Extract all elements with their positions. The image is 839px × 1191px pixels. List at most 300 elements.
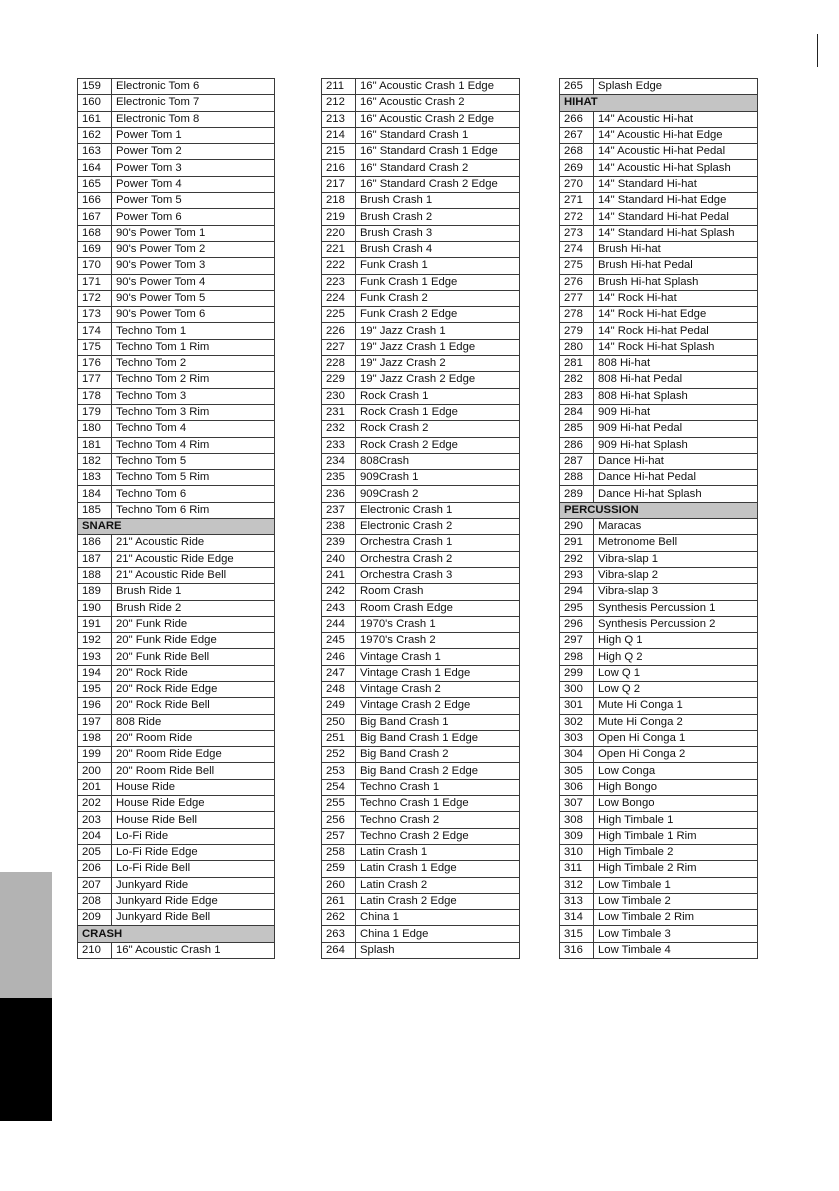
voice-number: 209 bbox=[78, 910, 112, 926]
table-row bbox=[560, 779, 758, 795]
table-row bbox=[78, 747, 275, 763]
voice-name: Techno Tom 5 Rim bbox=[112, 470, 275, 486]
voice-name: 20" Funk Ride Bell bbox=[112, 649, 275, 665]
table-row bbox=[560, 241, 758, 257]
table-row bbox=[322, 567, 520, 583]
voice-number: 181 bbox=[78, 437, 112, 453]
table-row bbox=[322, 111, 520, 127]
voice-number: 253 bbox=[322, 763, 356, 779]
voice-name: Big Band Crash 2 bbox=[356, 747, 520, 763]
voice-name: Synthesis Percussion 2 bbox=[594, 616, 758, 632]
table-row bbox=[322, 193, 520, 209]
voice-number: 287 bbox=[560, 453, 594, 469]
voice-number: 246 bbox=[322, 649, 356, 665]
voice-number: 206 bbox=[78, 861, 112, 877]
table-row bbox=[322, 861, 520, 877]
table-row bbox=[322, 339, 520, 355]
table-row bbox=[322, 323, 520, 339]
voice-number: 251 bbox=[322, 730, 356, 746]
voice-number: 237 bbox=[322, 502, 356, 518]
voice-name: 14" Standard Hi-hat Edge bbox=[594, 193, 758, 209]
voice-name: Techno Crash 1 bbox=[356, 779, 520, 795]
voice-name: Dance Hi-hat Splash bbox=[594, 486, 758, 502]
voice-name: 14" Acoustic Hi-hat Splash bbox=[594, 160, 758, 176]
voice-number: 190 bbox=[78, 600, 112, 616]
voice-name: Rock Crash 2 Edge bbox=[356, 437, 520, 453]
voice-number: 311 bbox=[560, 861, 594, 877]
voice-name: Electronic Tom 6 bbox=[112, 79, 275, 95]
table-row bbox=[322, 844, 520, 860]
voice-number: 292 bbox=[560, 551, 594, 567]
voice-number: 254 bbox=[322, 779, 356, 795]
voice-name: Techno Tom 4 bbox=[112, 421, 275, 437]
voice-name: Techno Tom 3 Rim bbox=[112, 404, 275, 420]
voice-name: Latin Crash 2 bbox=[356, 877, 520, 893]
voice-number: 276 bbox=[560, 274, 594, 290]
voice-number: 281 bbox=[560, 356, 594, 372]
voice-number: 309 bbox=[560, 828, 594, 844]
table-row bbox=[78, 844, 275, 860]
voice-name: Latin Crash 1 bbox=[356, 844, 520, 860]
voice-number: 259 bbox=[322, 861, 356, 877]
voice-number: 198 bbox=[78, 730, 112, 746]
voice-name: Low Q 2 bbox=[594, 681, 758, 697]
table-row bbox=[322, 437, 520, 453]
table-row bbox=[78, 160, 275, 176]
voice-number: 315 bbox=[560, 926, 594, 942]
voice-name: Orchestra Crash 3 bbox=[356, 567, 520, 583]
table-row bbox=[322, 942, 520, 958]
voice-number: 272 bbox=[560, 209, 594, 225]
voice-name: Junkyard Ride Bell bbox=[112, 910, 275, 926]
table-row bbox=[78, 730, 275, 746]
table-row bbox=[78, 779, 275, 795]
section-title: PERCUSSION bbox=[560, 502, 758, 518]
table-row bbox=[322, 665, 520, 681]
voice-name: High Q 1 bbox=[594, 633, 758, 649]
voice-number: 218 bbox=[322, 193, 356, 209]
table-row bbox=[560, 372, 758, 388]
voice-name: 19" Jazz Crash 2 Edge bbox=[356, 372, 520, 388]
voice-number: 232 bbox=[322, 421, 356, 437]
voice-name: Lo-Fi Ride Bell bbox=[112, 861, 275, 877]
voice-name: Electronic Crash 2 bbox=[356, 519, 520, 535]
table-row bbox=[560, 714, 758, 730]
table-row bbox=[560, 176, 758, 192]
table-row bbox=[78, 616, 275, 632]
voice-name: Low Q 1 bbox=[594, 665, 758, 681]
section-header bbox=[560, 502, 758, 518]
voice-name: 21" Acoustic Ride Bell bbox=[112, 567, 275, 583]
table-row bbox=[78, 79, 275, 95]
side-tab-gray bbox=[0, 872, 52, 999]
voice-name: Low Bongo bbox=[594, 796, 758, 812]
voice-number: 293 bbox=[560, 567, 594, 583]
table-row bbox=[78, 649, 275, 665]
voice-number: 212 bbox=[322, 95, 356, 111]
voice-name: 808 Hi-hat bbox=[594, 356, 758, 372]
voice-name: 20" Funk Ride Edge bbox=[112, 633, 275, 649]
table-row bbox=[322, 681, 520, 697]
voice-name: 14" Rock Hi-hat bbox=[594, 290, 758, 306]
table-row bbox=[78, 388, 275, 404]
table-row bbox=[560, 421, 758, 437]
voice-number: 236 bbox=[322, 486, 356, 502]
voice-number: 220 bbox=[322, 225, 356, 241]
table-row bbox=[322, 225, 520, 241]
voice-number: 217 bbox=[322, 176, 356, 192]
voice-number: 179 bbox=[78, 404, 112, 420]
table-row bbox=[560, 323, 758, 339]
voice-name: Open Hi Conga 1 bbox=[594, 730, 758, 746]
voice-name: Low Timbale 4 bbox=[594, 942, 758, 958]
voice-number: 255 bbox=[322, 796, 356, 812]
voice-name: Vintage Crash 2 bbox=[356, 681, 520, 697]
voice-name: Synthesis Percussion 1 bbox=[594, 600, 758, 616]
voice-number: 316 bbox=[560, 942, 594, 958]
table-row bbox=[560, 193, 758, 209]
voice-number: 263 bbox=[322, 926, 356, 942]
table-row bbox=[78, 502, 275, 518]
table-row bbox=[322, 796, 520, 812]
voice-number: 240 bbox=[322, 551, 356, 567]
voice-number: 233 bbox=[322, 437, 356, 453]
table-row bbox=[322, 600, 520, 616]
section-title: SNARE bbox=[78, 519, 275, 535]
voice-name: Mute Hi Conga 2 bbox=[594, 714, 758, 730]
voice-number: 308 bbox=[560, 812, 594, 828]
table-row bbox=[560, 225, 758, 241]
voice-number: 222 bbox=[322, 258, 356, 274]
voice-name: Power Tom 1 bbox=[112, 127, 275, 143]
table-row bbox=[322, 209, 520, 225]
table-row bbox=[560, 633, 758, 649]
voice-name: House Ride Edge bbox=[112, 796, 275, 812]
table-row bbox=[78, 225, 275, 241]
voice-name: 16" Acoustic Crash 1 Edge bbox=[356, 79, 520, 95]
voice-name: High Timbale 1 Rim bbox=[594, 828, 758, 844]
voice-number: 174 bbox=[78, 323, 112, 339]
table-row bbox=[560, 258, 758, 274]
voice-number: 294 bbox=[560, 584, 594, 600]
voice-number: 177 bbox=[78, 372, 112, 388]
table-row bbox=[322, 812, 520, 828]
table-row bbox=[322, 356, 520, 372]
table-row bbox=[560, 600, 758, 616]
table-row bbox=[78, 893, 275, 909]
voice-name: Techno Tom 1 Rim bbox=[112, 339, 275, 355]
voice-number: 270 bbox=[560, 176, 594, 192]
voice-number: 257 bbox=[322, 828, 356, 844]
voice-name: Brush Hi-hat bbox=[594, 241, 758, 257]
table-row bbox=[322, 127, 520, 143]
section-title: CRASH bbox=[78, 926, 275, 942]
voice-name: Techno Crash 2 Edge bbox=[356, 828, 520, 844]
voice-number: 184 bbox=[78, 486, 112, 502]
table-row bbox=[560, 893, 758, 909]
voice-name: 16" Standard Crash 1 bbox=[356, 127, 520, 143]
voice-name: Vibra-slap 3 bbox=[594, 584, 758, 600]
voice-number: 192 bbox=[78, 633, 112, 649]
table-row bbox=[560, 747, 758, 763]
table-row bbox=[560, 796, 758, 812]
voice-number: 160 bbox=[78, 95, 112, 111]
table-row bbox=[560, 926, 758, 942]
table-row bbox=[560, 828, 758, 844]
table-row bbox=[322, 258, 520, 274]
voice-number: 313 bbox=[560, 893, 594, 909]
voice-name: Rock Crash 1 Edge bbox=[356, 404, 520, 420]
voice-number: 166 bbox=[78, 193, 112, 209]
voice-name: 90's Power Tom 5 bbox=[112, 290, 275, 306]
voice-number: 229 bbox=[322, 372, 356, 388]
voice-number: 312 bbox=[560, 877, 594, 893]
voice-number: 173 bbox=[78, 307, 112, 323]
voice-number: 224 bbox=[322, 290, 356, 306]
voice-number: 239 bbox=[322, 535, 356, 551]
table-row bbox=[560, 584, 758, 600]
table-row bbox=[322, 877, 520, 893]
voice-number: 188 bbox=[78, 567, 112, 583]
voice-number: 241 bbox=[322, 567, 356, 583]
voice-name: Techno Tom 5 bbox=[112, 453, 275, 469]
table-row bbox=[322, 404, 520, 420]
voice-number: 242 bbox=[322, 584, 356, 600]
voice-number: 280 bbox=[560, 339, 594, 355]
voice-name: 20" Rock Ride bbox=[112, 665, 275, 681]
voice-name: Dance Hi-hat bbox=[594, 453, 758, 469]
table-row bbox=[78, 535, 275, 551]
table-row bbox=[78, 421, 275, 437]
voice-name: Latin Crash 1 Edge bbox=[356, 861, 520, 877]
table-row bbox=[560, 470, 758, 486]
voice-name: Electronic Tom 7 bbox=[112, 95, 275, 111]
voice-name: Techno Tom 2 Rim bbox=[112, 372, 275, 388]
voice-name: 16" Acoustic Crash 2 bbox=[356, 95, 520, 111]
voice-name: 16" Acoustic Crash 1 bbox=[112, 942, 275, 958]
voice-number: 163 bbox=[78, 144, 112, 160]
table-row bbox=[78, 258, 275, 274]
table-row bbox=[322, 698, 520, 714]
table-row bbox=[560, 616, 758, 632]
voice-number: 277 bbox=[560, 290, 594, 306]
voice-number: 227 bbox=[322, 339, 356, 355]
table-row bbox=[560, 437, 758, 453]
table-row bbox=[560, 486, 758, 502]
table-row bbox=[560, 942, 758, 958]
voice-name: Big Band Crash 2 Edge bbox=[356, 763, 520, 779]
voice-number: 314 bbox=[560, 910, 594, 926]
voice-number: 302 bbox=[560, 714, 594, 730]
voice-number: 306 bbox=[560, 779, 594, 795]
table-row bbox=[78, 274, 275, 290]
voice-name: 20" Room Ride Bell bbox=[112, 763, 275, 779]
table-row bbox=[78, 910, 275, 926]
table-row bbox=[560, 877, 758, 893]
voice-name: Low Timbale 3 bbox=[594, 926, 758, 942]
voice-name: Room Crash Edge bbox=[356, 600, 520, 616]
voice-name: High Timbale 1 bbox=[594, 812, 758, 828]
voice-number: 214 bbox=[322, 127, 356, 143]
voice-name: 16" Standard Crash 2 bbox=[356, 160, 520, 176]
voice-number: 189 bbox=[78, 584, 112, 600]
voice-number: 228 bbox=[322, 356, 356, 372]
voice-number: 159 bbox=[78, 79, 112, 95]
voice-number: 243 bbox=[322, 600, 356, 616]
table-row bbox=[560, 160, 758, 176]
voice-number: 265 bbox=[560, 79, 594, 95]
voice-number: 187 bbox=[78, 551, 112, 567]
table-row bbox=[78, 861, 275, 877]
voice-number: 303 bbox=[560, 730, 594, 746]
table-row bbox=[78, 698, 275, 714]
section-header bbox=[78, 926, 275, 942]
voice-name: 16" Standard Crash 2 Edge bbox=[356, 176, 520, 192]
voice-number: 284 bbox=[560, 404, 594, 420]
voice-number: 248 bbox=[322, 681, 356, 697]
table-row bbox=[322, 290, 520, 306]
voice-number: 193 bbox=[78, 649, 112, 665]
voice-name: Techno Crash 1 Edge bbox=[356, 796, 520, 812]
table-row bbox=[560, 290, 758, 306]
table-row bbox=[560, 274, 758, 290]
voice-name: House Ride Bell bbox=[112, 812, 275, 828]
voice-name: 90's Power Tom 1 bbox=[112, 225, 275, 241]
voice-name: 14" Standard Hi-hat bbox=[594, 176, 758, 192]
voice-number: 168 bbox=[78, 225, 112, 241]
table-row bbox=[78, 307, 275, 323]
table-row bbox=[560, 339, 758, 355]
table-row bbox=[560, 861, 758, 877]
voice-name: Low Timbale 2 Rim bbox=[594, 910, 758, 926]
voice-name: Low Timbale 1 bbox=[594, 877, 758, 893]
voice-name: 16" Acoustic Crash 2 Edge bbox=[356, 111, 520, 127]
table-row bbox=[78, 372, 275, 388]
voice-name: High Timbale 2 Rim bbox=[594, 861, 758, 877]
voice-name: Splash bbox=[356, 942, 520, 958]
voice-number: 283 bbox=[560, 388, 594, 404]
table-row bbox=[322, 274, 520, 290]
voice-name: Vintage Crash 1 Edge bbox=[356, 665, 520, 681]
table-row bbox=[322, 176, 520, 192]
voice-number: 223 bbox=[322, 274, 356, 290]
voice-name: High Bongo bbox=[594, 779, 758, 795]
voice-number: 305 bbox=[560, 763, 594, 779]
voice-name: Junkyard Ride bbox=[112, 877, 275, 893]
voice-name: Lo-Fi Ride Edge bbox=[112, 844, 275, 860]
voice-name: Power Tom 3 bbox=[112, 160, 275, 176]
table-row bbox=[322, 502, 520, 518]
table-row bbox=[322, 730, 520, 746]
voice-name: 14" Standard Hi-hat Splash bbox=[594, 225, 758, 241]
table-row bbox=[78, 95, 275, 111]
table-row bbox=[560, 730, 758, 746]
table-row bbox=[78, 209, 275, 225]
voice-name: 808 Ride bbox=[112, 714, 275, 730]
voice-number: 231 bbox=[322, 404, 356, 420]
table-row bbox=[78, 339, 275, 355]
voice-number: 288 bbox=[560, 470, 594, 486]
table-row bbox=[560, 844, 758, 860]
table-row bbox=[560, 209, 758, 225]
table-row bbox=[322, 453, 520, 469]
voice-number: 297 bbox=[560, 633, 594, 649]
table-row bbox=[78, 470, 275, 486]
voice-name: 20" Rock Ride Bell bbox=[112, 698, 275, 714]
voice-number: 290 bbox=[560, 519, 594, 535]
voice-name: Power Tom 4 bbox=[112, 176, 275, 192]
voice-name: Dance Hi-hat Pedal bbox=[594, 470, 758, 486]
voice-name: 909Crash 2 bbox=[356, 486, 520, 502]
table-row bbox=[322, 584, 520, 600]
table-row bbox=[78, 241, 275, 257]
voice-name: 90's Power Tom 3 bbox=[112, 258, 275, 274]
voice-number: 301 bbox=[560, 698, 594, 714]
voice-number: 278 bbox=[560, 307, 594, 323]
voice-number: 204 bbox=[78, 828, 112, 844]
table-row bbox=[78, 763, 275, 779]
voice-number: 194 bbox=[78, 665, 112, 681]
voice-name: Vibra-slap 1 bbox=[594, 551, 758, 567]
voice-number: 279 bbox=[560, 323, 594, 339]
voice-number: 172 bbox=[78, 290, 112, 306]
table-row bbox=[322, 519, 520, 535]
voice-number: 205 bbox=[78, 844, 112, 860]
voice-number: 176 bbox=[78, 356, 112, 372]
voice-name: House Ride bbox=[112, 779, 275, 795]
voice-name: High Timbale 2 bbox=[594, 844, 758, 860]
voice-number: 167 bbox=[78, 209, 112, 225]
voice-number: 252 bbox=[322, 747, 356, 763]
voice-name: Latin Crash 2 Edge bbox=[356, 893, 520, 909]
table-row bbox=[322, 828, 520, 844]
table-row bbox=[322, 779, 520, 795]
voice-number: 300 bbox=[560, 681, 594, 697]
table-row bbox=[560, 763, 758, 779]
table-row bbox=[560, 111, 758, 127]
voice-number: 282 bbox=[560, 372, 594, 388]
voice-name: 14" Rock Hi-hat Splash bbox=[594, 339, 758, 355]
table-row bbox=[322, 388, 520, 404]
section-header bbox=[78, 519, 275, 535]
voice-table-column-2 bbox=[321, 78, 520, 959]
voice-number: 216 bbox=[322, 160, 356, 176]
voice-name: 20" Room Ride bbox=[112, 730, 275, 746]
voice-name: Techno Tom 3 bbox=[112, 388, 275, 404]
table-row bbox=[78, 356, 275, 372]
table-row bbox=[322, 79, 520, 95]
voice-name: High Q 2 bbox=[594, 649, 758, 665]
voice-name: Funk Crash 1 bbox=[356, 258, 520, 274]
table-row bbox=[560, 649, 758, 665]
voice-number: 170 bbox=[78, 258, 112, 274]
voice-name: 14" Acoustic Hi-hat Edge bbox=[594, 127, 758, 143]
voice-name: Brush Crash 2 bbox=[356, 209, 520, 225]
voice-name: 808Crash bbox=[356, 453, 520, 469]
table-row bbox=[78, 144, 275, 160]
voice-name: Maracas bbox=[594, 519, 758, 535]
table-row bbox=[560, 698, 758, 714]
table-row bbox=[78, 486, 275, 502]
voice-number: 203 bbox=[78, 812, 112, 828]
table-row bbox=[78, 193, 275, 209]
voice-number: 213 bbox=[322, 111, 356, 127]
voice-number: 244 bbox=[322, 616, 356, 632]
voice-name: Techno Crash 2 bbox=[356, 812, 520, 828]
voice-name: Techno Tom 1 bbox=[112, 323, 275, 339]
voice-name: Metronome Bell bbox=[594, 535, 758, 551]
voice-name: Brush Crash 4 bbox=[356, 241, 520, 257]
